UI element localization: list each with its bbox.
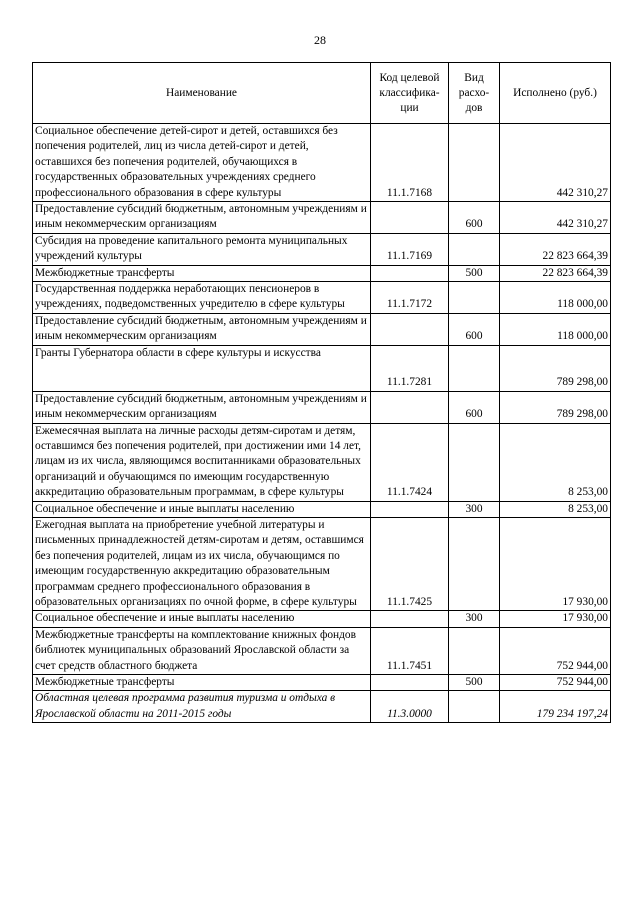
- row-type: [449, 124, 500, 202]
- table-row: [33, 423, 611, 501]
- table-row: [33, 691, 611, 723]
- table-row: [33, 627, 611, 674]
- table-row: [33, 202, 611, 234]
- row-amount: 8 253,00: [500, 423, 611, 501]
- table-row: [33, 345, 611, 391]
- row-code: [371, 265, 449, 281]
- row-name: Предоставление субсидий бюджетным, автономным учреждениям и иным некоммерческим организациям: [33, 202, 371, 234]
- row-code: [371, 391, 449, 423]
- page-number: 28: [314, 33, 326, 47]
- row-name: Государственная поддержка неработающих пенсионеров в учреждениях, подведомственных учредителю в сфере культуры: [33, 282, 371, 314]
- row-code: 11.1.7425: [371, 517, 449, 610]
- header-type: Вид расхо-дов: [449, 63, 500, 124]
- row-type: [449, 282, 500, 314]
- table-header-row: [33, 63, 611, 124]
- row-type: [449, 517, 500, 610]
- row-code: [371, 501, 449, 517]
- row-type: 600: [449, 202, 500, 234]
- header-amount: Исполнено (руб.): [500, 63, 611, 124]
- row-code: [371, 202, 449, 234]
- row-type: 500: [449, 675, 500, 691]
- row-type: 300: [449, 501, 500, 517]
- row-name: Областная целевая программа развития туризма и отдыха в Ярославской области на 2011-2015 годы: [33, 691, 371, 723]
- row-type: [449, 233, 500, 265]
- budget-table: [32, 62, 611, 723]
- row-code: 11.1.7169: [371, 233, 449, 265]
- table-row: [33, 517, 611, 610]
- row-amount: 442 310,27: [500, 202, 611, 234]
- row-name: Субсидия на проведение капитального ремонта муниципальных учреждений культуры: [33, 233, 371, 265]
- row-amount: 789 298,00: [500, 345, 611, 391]
- table-row: [33, 611, 611, 627]
- table-row: [33, 233, 611, 265]
- row-name: Межбюджетные трансферты: [33, 675, 371, 691]
- row-code: 11.1.7168: [371, 124, 449, 202]
- row-type: [449, 691, 500, 723]
- row-amount: 118 000,00: [500, 282, 611, 314]
- row-name: Предоставление субсидий бюджетным, автономным учреждениям и иным некоммерческим организациям: [33, 313, 371, 345]
- row-name: Социальное обеспечение и иные выплаты населению: [33, 611, 371, 627]
- row-name: Социальное обеспечение детей-сирот и детей, оставшихся без попечения родителей, лиц из числа детей-сирот и детей, оставшихся без попечения родителей, обучающихся в государственных образовательных учреждениях среднего профессионального образования в сфере культуры: [33, 124, 371, 202]
- row-name: Межбюджетные трансферты: [33, 265, 371, 281]
- table-row: [33, 501, 611, 517]
- row-type: [449, 345, 500, 391]
- row-code: 11.1.7451: [371, 627, 449, 674]
- table-row: [33, 265, 611, 281]
- row-name: Социальное обеспечение и иные выплаты населению: [33, 501, 371, 517]
- row-amount: 17 930,00: [500, 611, 611, 627]
- row-type: [449, 423, 500, 501]
- row-type: 500: [449, 265, 500, 281]
- row-amount: 752 944,00: [500, 627, 611, 674]
- row-type: 600: [449, 391, 500, 423]
- table-row: [33, 391, 611, 423]
- header-code: Код целевой классифика-ции: [371, 63, 449, 124]
- row-name: Ежемесячная выплата на личные расходы детям-сиротам и детям, оставшимся без попечения родителей, при достижении ими 14 лет, лицам из их числа, являющимся воспитанниками образовательных организаций и обучающимся по имеющим государственную аккредитацию образовательным программам, в сфере культуры: [33, 423, 371, 501]
- row-code: [371, 313, 449, 345]
- table-body: [33, 124, 611, 723]
- header-name: Наименование: [33, 63, 371, 124]
- row-code: [371, 675, 449, 691]
- row-code: 11.1.7172: [371, 282, 449, 314]
- table-row: [33, 313, 611, 345]
- row-type: 600: [449, 313, 500, 345]
- row-amount: 179 234 197,24: [500, 691, 611, 723]
- row-amount: 17 930,00: [500, 517, 611, 610]
- row-type: 300: [449, 611, 500, 627]
- table-row: [33, 282, 611, 314]
- row-amount: 118 000,00: [500, 313, 611, 345]
- row-code: 11.1.7281: [371, 345, 449, 391]
- row-amount: 442 310,27: [500, 124, 611, 202]
- row-amount: 789 298,00: [500, 391, 611, 423]
- row-name: Ежегодная выплата на приобретение учебной литературы и письменных принадлежностей детям-сиротам и детям, оставшимся без попечения родителей, лицам из их числа, обучающимся по имеющим государственную аккредитацию образовательным программам среднего профессионального образования в образовательных организациях по очной форме, в сфере культуры: [33, 517, 371, 610]
- row-code: [371, 611, 449, 627]
- table-row: [33, 675, 611, 691]
- row-amount: 22 823 664,39: [500, 233, 611, 265]
- row-type: [449, 627, 500, 674]
- row-amount: 8 253,00: [500, 501, 611, 517]
- row-code: 11.1.7424: [371, 423, 449, 501]
- row-amount: 22 823 664,39: [500, 265, 611, 281]
- row-amount: 752 944,00: [500, 675, 611, 691]
- row-code: 11.3.0000: [371, 691, 449, 723]
- table-row: [33, 124, 611, 202]
- row-name: Гранты Губернатора области в сфере культуры и искусства: [33, 345, 371, 391]
- row-name: Межбюджетные трансферты на комплектование книжных фондов библиотек муниципальных образований Ярославской области за счет средств областного бюджета: [33, 627, 371, 674]
- row-name: Предоставление субсидий бюджетным, автономным учреждениям и иным некоммерческим организациям: [33, 391, 371, 423]
